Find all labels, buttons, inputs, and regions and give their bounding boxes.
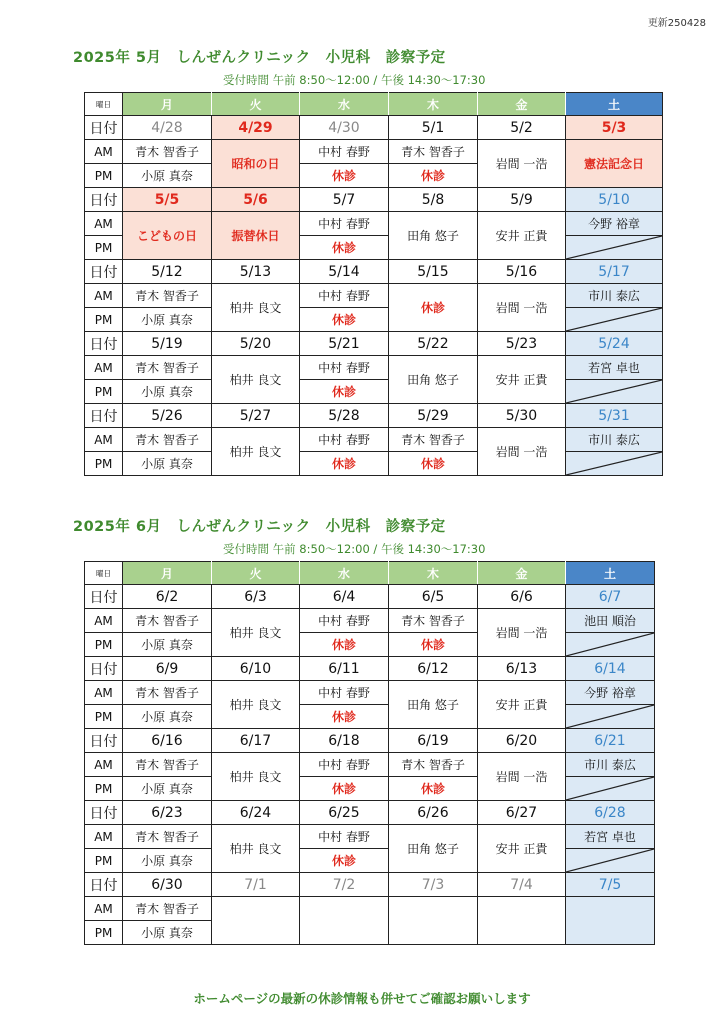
closed-cell: 休診 xyxy=(389,777,478,801)
doctor-cell: 青木 智香子 xyxy=(389,609,478,633)
date-label: 日付 xyxy=(85,404,123,428)
doctor-cell: 青木 智香子 xyxy=(123,753,212,777)
empty-cell xyxy=(300,897,389,945)
empty-cell xyxy=(566,897,655,945)
weekday-tue: 火 xyxy=(212,562,300,585)
footer-note: ホームページの最新の休診情報も併せてご確認お願いします xyxy=(193,991,531,1006)
doctor-cell: 柏井 良文 xyxy=(212,356,300,404)
date-cell: 5/14 xyxy=(300,260,389,284)
doctor-cell: 中村 春野 xyxy=(300,753,389,777)
date-cell: 6/4 xyxy=(300,585,389,609)
date-label: 日付 xyxy=(85,260,123,284)
date-cell: 5/20 xyxy=(212,332,300,356)
weekday-mon: 月 xyxy=(123,562,212,585)
date-cell: 7/4 xyxy=(478,873,566,897)
date-label: 日付 xyxy=(85,873,123,897)
am-label: AM xyxy=(85,284,123,308)
pm-label: PM xyxy=(85,452,123,476)
doctor-cell: 青木 智香子 xyxy=(123,609,212,633)
holiday-cell: 憲法記念日 xyxy=(566,140,663,188)
doctor-cell: 若宮 卓也 xyxy=(566,356,663,380)
date-cell: 5/26 xyxy=(123,404,212,428)
date-label: 日付 xyxy=(85,585,123,609)
date-cell: 4/29 xyxy=(212,116,300,140)
closed-cell: 休診 xyxy=(300,164,389,188)
date-cell: 5/12 xyxy=(123,260,212,284)
doctor-cell: 池田 順治 xyxy=(566,609,655,633)
date-cell: 5/8 xyxy=(389,188,478,212)
updated-date: 更新250428 xyxy=(647,18,706,29)
doctor-cell: 青木 智香子 xyxy=(123,825,212,849)
doctor-cell: 青木 智香子 xyxy=(123,284,212,308)
doctor-cell: 小原 真奈 xyxy=(123,921,212,945)
date-cell: 6/9 xyxy=(123,657,212,681)
doctor-cell: 岩間 一浩 xyxy=(478,609,566,657)
date-cell: 5/29 xyxy=(389,404,478,428)
date-cell: 6/28 xyxy=(566,801,655,825)
am-label: AM xyxy=(85,609,123,633)
date-cell: 6/12 xyxy=(389,657,478,681)
pm-label: PM xyxy=(85,164,123,188)
doctor-cell: 小原 真奈 xyxy=(123,705,212,729)
date-cell: 6/18 xyxy=(300,729,389,753)
date-cell: 6/5 xyxy=(389,585,478,609)
closed-cell: 休診 xyxy=(300,777,389,801)
date-cell: 5/19 xyxy=(123,332,212,356)
doctor-cell: 小原 真奈 xyxy=(123,849,212,873)
doctor-cell: 中村 春野 xyxy=(300,140,389,164)
date-cell: 4/28 xyxy=(123,116,212,140)
doctor-cell: 田角 悠子 xyxy=(389,681,478,729)
am-label: AM xyxy=(85,681,123,705)
date-label: 日付 xyxy=(85,657,123,681)
date-cell: 6/26 xyxy=(389,801,478,825)
date-cell: 6/20 xyxy=(478,729,566,753)
empty-slot-diagonal xyxy=(566,380,663,404)
empty-slot-diagonal xyxy=(566,849,655,873)
date-cell: 6/6 xyxy=(478,585,566,609)
doctor-cell: 中村 春野 xyxy=(300,825,389,849)
doctor-cell: 市川 泰広 xyxy=(566,428,663,452)
date-cell: 5/15 xyxy=(389,260,478,284)
doctor-cell: 小原 真奈 xyxy=(123,452,212,476)
date-cell: 6/21 xyxy=(566,729,655,753)
closed-cell: 休診 xyxy=(300,380,389,404)
date-cell: 5/28 xyxy=(300,404,389,428)
doctor-cell: 今野 裕章 xyxy=(566,681,655,705)
weekday-label: 曜日 xyxy=(85,562,123,585)
am-label: AM xyxy=(85,356,123,380)
doctor-cell: 市川 泰広 xyxy=(566,753,655,777)
date-cell: 5/17 xyxy=(566,260,663,284)
closed-cell: 休診 xyxy=(389,452,478,476)
date-cell: 6/14 xyxy=(566,657,655,681)
date-cell: 6/30 xyxy=(123,873,212,897)
am-label: AM xyxy=(85,753,123,777)
doctor-cell: 安井 正貴 xyxy=(478,212,566,260)
doctor-cell: 若宮 卓也 xyxy=(566,825,655,849)
closed-cell: 休診 xyxy=(389,164,478,188)
date-cell: 6/19 xyxy=(389,729,478,753)
date-cell: 6/11 xyxy=(300,657,389,681)
date-label: 日付 xyxy=(85,188,123,212)
doctor-cell: 小原 真奈 xyxy=(123,380,212,404)
date-cell: 6/3 xyxy=(212,585,300,609)
weekday-fri: 金 xyxy=(478,93,566,116)
holiday-cell: 振替休日 xyxy=(212,212,300,260)
doctor-cell: 田角 悠子 xyxy=(389,825,478,873)
doctor-cell: 中村 春野 xyxy=(300,428,389,452)
date-cell: 6/27 xyxy=(478,801,566,825)
doctor-cell: 岩間 一浩 xyxy=(478,140,566,188)
closed-cell: 休診 xyxy=(389,284,478,332)
closed-cell: 休診 xyxy=(389,633,478,657)
doctor-cell: 岩間 一浩 xyxy=(478,428,566,476)
date-cell: 6/10 xyxy=(212,657,300,681)
closed-cell: 休診 xyxy=(300,452,389,476)
pm-label: PM xyxy=(85,308,123,332)
may-title: 2025年 5月 しんぜんクリニック 小児科 診察予定 xyxy=(73,50,446,66)
doctor-cell: 安井 正貴 xyxy=(478,825,566,873)
doctor-cell: 中村 春野 xyxy=(300,212,389,236)
doctor-cell: 青木 智香子 xyxy=(123,681,212,705)
date-cell: 6/24 xyxy=(212,801,300,825)
date-cell: 5/2 xyxy=(478,116,566,140)
date-label: 日付 xyxy=(85,332,123,356)
am-label: AM xyxy=(85,825,123,849)
doctor-cell: 青木 智香子 xyxy=(123,897,212,921)
doctor-cell: 小原 真奈 xyxy=(123,777,212,801)
weekday-label: 曜日 xyxy=(85,93,123,116)
date-cell: 5/1 xyxy=(389,116,478,140)
am-label: AM xyxy=(85,428,123,452)
doctor-cell: 小原 真奈 xyxy=(123,308,212,332)
doctor-cell: 柏井 良文 xyxy=(212,428,300,476)
doctor-cell: 柏井 良文 xyxy=(212,753,300,801)
date-cell: 5/22 xyxy=(389,332,478,356)
date-cell: 5/30 xyxy=(478,404,566,428)
date-cell: 5/7 xyxy=(300,188,389,212)
date-cell: 5/24 xyxy=(566,332,663,356)
doctor-cell: 安井 正貴 xyxy=(478,681,566,729)
june-title: 2025年 6月 しんぜんクリニック 小児科 診察予定 xyxy=(73,519,446,535)
closed-cell: 休診 xyxy=(300,849,389,873)
date-cell: 5/9 xyxy=(478,188,566,212)
doctor-cell: 柏井 良文 xyxy=(212,681,300,729)
pm-label: PM xyxy=(85,380,123,404)
empty-slot-diagonal xyxy=(566,777,655,801)
pm-label: PM xyxy=(85,921,123,945)
date-label: 日付 xyxy=(85,116,123,140)
doctor-cell: 中村 春野 xyxy=(300,284,389,308)
date-cell: 5/3 xyxy=(566,116,663,140)
doctor-cell: 青木 智香子 xyxy=(123,356,212,380)
date-cell: 5/5 xyxy=(123,188,212,212)
empty-cell xyxy=(478,897,566,945)
doctor-cell: 小原 真奈 xyxy=(123,633,212,657)
date-cell: 6/7 xyxy=(566,585,655,609)
am-label: AM xyxy=(85,140,123,164)
date-cell: 7/5 xyxy=(566,873,655,897)
weekday-thu: 木 xyxy=(389,93,478,116)
doctor-cell: 安井 正貴 xyxy=(478,356,566,404)
june-hours: 受付時間 午前 8:50～12:00 / 午後 14:30～17:30 xyxy=(223,542,486,556)
doctor-cell: 田角 悠子 xyxy=(389,356,478,404)
am-label: AM xyxy=(85,212,123,236)
date-cell: 6/2 xyxy=(123,585,212,609)
closed-cell: 休診 xyxy=(300,236,389,260)
date-cell: 6/23 xyxy=(123,801,212,825)
date-cell: 5/21 xyxy=(300,332,389,356)
date-cell: 5/16 xyxy=(478,260,566,284)
doctor-cell: 中村 春野 xyxy=(300,356,389,380)
pm-label: PM xyxy=(85,633,123,657)
weekday-wed: 水 xyxy=(300,93,389,116)
date-cell: 4/30 xyxy=(300,116,389,140)
date-label: 日付 xyxy=(85,801,123,825)
doctor-cell: 柏井 良文 xyxy=(212,609,300,657)
empty-slot-diagonal xyxy=(566,633,655,657)
doctor-cell: 青木 智香子 xyxy=(389,428,478,452)
date-cell: 6/25 xyxy=(300,801,389,825)
may-hours: 受付時間 午前 8:50～12:00 / 午後 14:30～17:30 xyxy=(223,73,486,87)
doctor-cell: 青木 智香子 xyxy=(123,428,212,452)
holiday-cell: こどもの日 xyxy=(123,212,212,260)
pm-label: PM xyxy=(85,705,123,729)
june-schedule-table xyxy=(84,561,655,945)
weekday-fri: 金 xyxy=(478,562,566,585)
weekday-wed: 水 xyxy=(300,562,389,585)
date-cell: 7/2 xyxy=(300,873,389,897)
date-cell: 5/23 xyxy=(478,332,566,356)
date-cell: 6/17 xyxy=(212,729,300,753)
date-cell: 6/13 xyxy=(478,657,566,681)
may-schedule-table xyxy=(84,92,663,476)
pm-label: PM xyxy=(85,849,123,873)
weekday-mon: 月 xyxy=(123,93,212,116)
weekday-thu: 木 xyxy=(389,562,478,585)
empty-slot-diagonal xyxy=(566,452,663,476)
closed-cell: 休診 xyxy=(300,705,389,729)
doctor-cell: 柏井 良文 xyxy=(212,284,300,332)
doctor-cell: 今野 裕章 xyxy=(566,212,663,236)
date-cell: 5/13 xyxy=(212,260,300,284)
doctor-cell: 青木 智香子 xyxy=(389,140,478,164)
weekday-sat: 土 xyxy=(566,562,655,585)
date-cell: 5/6 xyxy=(212,188,300,212)
weekday-tue: 火 xyxy=(212,93,300,116)
date-cell: 7/3 xyxy=(389,873,478,897)
empty-slot-diagonal xyxy=(566,236,663,260)
date-cell: 5/10 xyxy=(566,188,663,212)
closed-cell: 休診 xyxy=(300,633,389,657)
doctor-cell: 中村 春野 xyxy=(300,681,389,705)
doctor-cell: 小原 真奈 xyxy=(123,164,212,188)
doctor-cell: 岩間 一浩 xyxy=(478,284,566,332)
date-cell: 6/16 xyxy=(123,729,212,753)
date-cell: 5/31 xyxy=(566,404,663,428)
date-cell: 5/27 xyxy=(212,404,300,428)
doctor-cell: 青木 智香子 xyxy=(123,140,212,164)
pm-label: PM xyxy=(85,777,123,801)
closed-cell: 休診 xyxy=(300,308,389,332)
doctor-cell: 岩間 一浩 xyxy=(478,753,566,801)
empty-cell xyxy=(389,897,478,945)
doctor-cell: 田角 悠子 xyxy=(389,212,478,260)
doctor-cell: 柏井 良文 xyxy=(212,825,300,873)
empty-slot-diagonal xyxy=(566,308,663,332)
empty-slot-diagonal xyxy=(566,705,655,729)
date-cell: 7/1 xyxy=(212,873,300,897)
doctor-cell: 中村 春野 xyxy=(300,609,389,633)
am-label: AM xyxy=(85,897,123,921)
holiday-cell: 昭和の日 xyxy=(212,140,300,188)
pm-label: PM xyxy=(85,236,123,260)
empty-cell xyxy=(212,897,300,945)
doctor-cell: 青木 智香子 xyxy=(389,753,478,777)
date-label: 日付 xyxy=(85,729,123,753)
doctor-cell: 市川 泰広 xyxy=(566,284,663,308)
weekday-sat: 土 xyxy=(566,93,663,116)
